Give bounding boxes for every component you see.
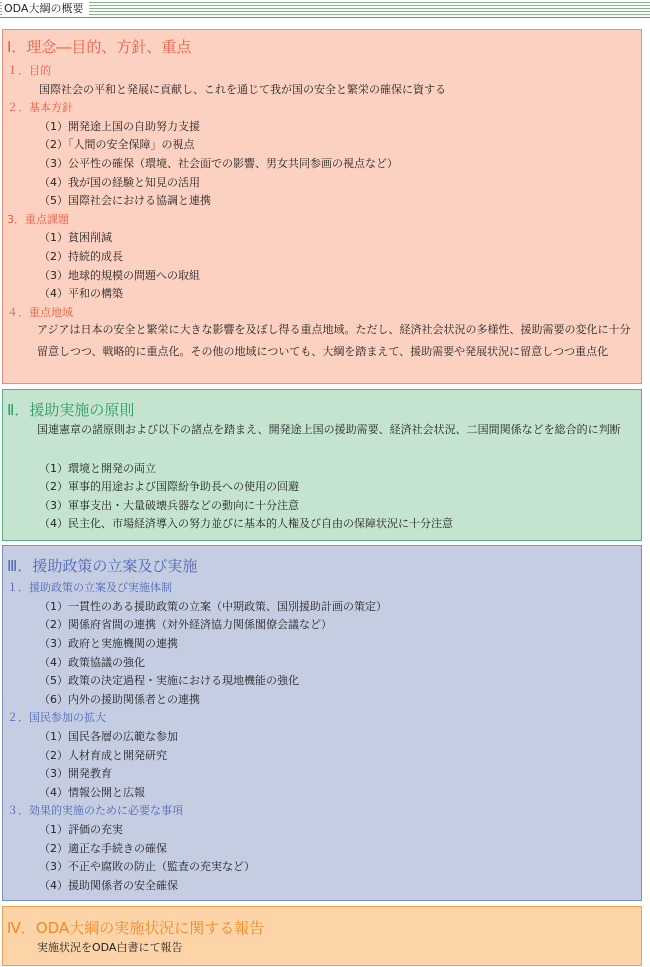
section-report: [2, 906, 642, 966]
subheading-purpose: １．目的: [7, 64, 51, 77]
subheading-priority-regions: ４．重点地域: [7, 306, 73, 319]
list-item: （4）情報公開と広報: [39, 786, 145, 799]
section-policy-implementation: [2, 545, 642, 901]
section-philosophy: [2, 29, 642, 384]
report-text: 実施状況をODA白書にて報告: [37, 941, 183, 954]
list-item: （2）軍事的用途および国際紛争助長への使用の回避: [39, 480, 299, 493]
list-item: （4）援助関係者の安全確保: [39, 879, 178, 892]
list-item: （4）我が国の経験と知見の活用: [39, 176, 200, 189]
list-item: （1）評価の充実: [39, 823, 123, 836]
section-title: Ⅰ．理念―目的、方針、重点: [7, 38, 192, 56]
subheading-basic-policy: ２．基本方針: [7, 101, 73, 114]
list-item: （4）平和の構築: [39, 287, 123, 300]
list-item: （2）「人間の安全保障」の視点: [39, 138, 195, 151]
list-item: （3）地球的規模の問題への取組: [39, 269, 200, 282]
section-title: Ⅱ．援助実施の原則: [7, 401, 135, 419]
list-item: （5）国際社会における協調と連携: [39, 194, 211, 207]
section-title: Ⅲ．援助政策の立案及び実施: [7, 557, 198, 575]
list-item: （1）開発途上国の自助努力支援: [39, 120, 200, 133]
list-item: （2）関係府省間の連携（対外経済協力関係閣僚会議など）: [39, 618, 332, 631]
list-item: （3）軍事支出・大量破壊兵器などの動向に十分注意: [39, 499, 299, 512]
header-rule: [0, 17, 650, 18]
list-item: （1）貧困削減: [39, 231, 112, 244]
list-item: （6）内外の援助関係者との連携: [39, 693, 200, 706]
principles-intro: 国連憲章の諸原則および以下の諸点を踏まえ、開発途上国の援助需要、経済社会状況、二国間関係などを総合的に判断: [37, 423, 621, 436]
section-principles: [2, 389, 642, 541]
page-title: ODA大綱の概要: [2, 2, 89, 16]
list-item: （1）環境と開発の両立: [39, 462, 156, 475]
list-item: （3）政府と実施機関の連携: [39, 637, 178, 650]
subheading-effective-implementation: ３．効果的実施のために必要な事項: [7, 804, 183, 817]
list-item: （4）政策協議の強化: [39, 656, 145, 669]
list-item: （5）政策の決定過程・実施における現地機能の強化: [39, 674, 299, 687]
list-item: （3）公平性の確保（環境、社会面での影響、男女共同参画の視点など）: [39, 157, 398, 170]
header-bar: [0, 0, 650, 20]
section-title: Ⅳ．ODA大綱の実施状況に関する報告: [7, 919, 265, 937]
list-item: （4）民主化、市場経済導入の努力並びに基本的人権及び自由の保障状況に十分注意: [39, 517, 453, 530]
list-item: （2）人材育成と開発研究: [39, 749, 167, 762]
subheading-priority-issues: 3．重点課題: [7, 213, 69, 226]
list-item: （1）国民各層の広範な参加: [39, 730, 178, 743]
list-item: （2）適正な手続きの確保: [39, 842, 167, 855]
list-item: （2）持続的成長: [39, 250, 123, 263]
list-item: （3）開発教育: [39, 767, 112, 780]
region-paragraph: アジアは日本の安全と繁栄に大きな影響を及ぼし得る重点地域。ただし、経済社会状況の多様性、援助需要の変化に十分留意しつつ、戦略的に重点化。その他の地域についても、大綱を踏まえて、援助需要や発展状況に留意しつつ重点化: [37, 323, 631, 358]
purpose-text: 国際社会の平和と発展に貢献し、これを通じて我が国の安全と繁栄の確保に資する: [39, 83, 446, 96]
subheading-participation: ２．国民参加の拡大: [7, 711, 106, 724]
subheading-system: １．援助政策の立案及び実施体制: [7, 581, 172, 594]
list-item: （3）不正や腐敗の防止（監査の充実など）: [39, 860, 255, 873]
list-item: （1）一貫性のある援助政策の立案（中期政策、国別援助計画の策定）: [39, 600, 387, 613]
